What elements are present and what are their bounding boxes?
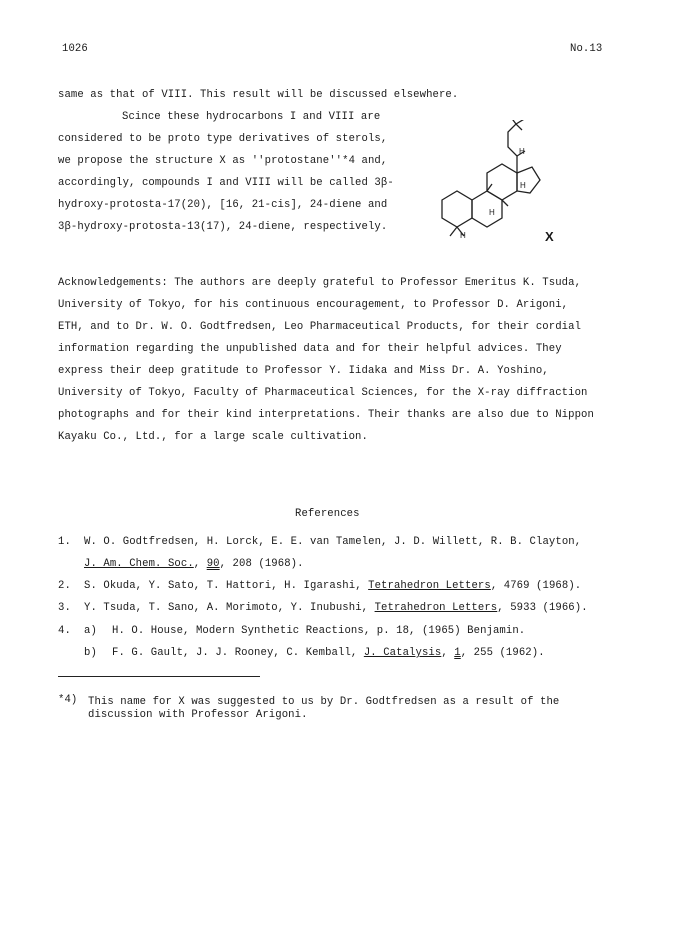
ring-b <box>472 191 502 227</box>
ref-3-citation: Y. Tsuda, T. Sano, A. Morimoto, Y. Inubushi, Tetrahedron Letters, 5933 (1966). <box>84 602 588 614</box>
h-label-2: H <box>520 181 526 190</box>
page-number: 1026 <box>62 43 88 55</box>
ack-line-5: express their deep gratitude to Professor Y. Iidaka and Miss Dr. A. Yoshino, <box>58 365 549 377</box>
footnote-mark: *4) <box>58 694 78 706</box>
ref-2-citation: S. Okuda, Y. Sato, T. Hattori, H. Igarashi, Tetrahedron Letters, 4769 (1968). <box>84 580 582 592</box>
h-label-3: H <box>489 208 495 217</box>
ack-line-7: photographs and for their kind interpretations. Their thanks are also due to Nippon <box>58 409 594 421</box>
journal-issue: No.13 <box>570 43 603 55</box>
ref-1-authors: W. O. Godtfredsen, H. Lorck, E. E. van Tamelen, J. D. Willett, R. B. Clayton, <box>84 536 582 548</box>
ref-2-number: 2. <box>58 580 71 592</box>
h-label-4: H <box>460 231 466 240</box>
ref-1-number: 1. <box>58 536 71 548</box>
ref-1-citation: J. Am. Chem. Soc., 90, 208 (1968). <box>84 558 304 570</box>
footnote-divider <box>58 676 260 677</box>
footnote-line-2: discussion with Professor Arigoni. <box>88 709 308 721</box>
ack-line-1: Acknowledgements: The authors are deeply grateful to Professor Emeritus K. Tsuda, <box>58 277 582 289</box>
ref-4a-citation: H. O. House, Modern Synthetic Reactions, p. 18, (1965) Benjamin. <box>112 625 526 637</box>
body-line-1: same as that of VIII. This result will be discussed elsewhere. <box>58 89 459 101</box>
ref-1-journal: J. Am. Chem. Soc. <box>84 558 194 570</box>
ref-2-journal: Tetrahedron Letters <box>368 580 491 592</box>
ref-4a-label: a) <box>84 625 97 637</box>
footnote-line-1: This name for X was suggested to us by Dr. Godtfredsen as a result of the <box>88 696 560 708</box>
references-heading: References <box>295 508 360 520</box>
ack-line-2: University of Tokyo, for his continuous encouragement, to Professor D. Arigoni, <box>58 299 569 311</box>
structure-label: X <box>545 229 554 244</box>
ref-4b-citation: F. G. Gault, J. J. Rooney, C. Kemball, J. Catalysis, 1, 255 (1962). <box>112 647 545 659</box>
ring-a <box>442 191 472 227</box>
body-line-6: hydroxy-protosta-17(20), [16, 21-cis], 24-diene and <box>58 199 388 211</box>
ref-4-number: 4. <box>58 625 71 637</box>
ack-line-4: information regarding the unpublished data and for their helpful advices. They <box>58 343 562 355</box>
h-label-1: H <box>519 147 525 156</box>
ack-line-6: University of Tokyo, Faculty of Pharmaceutical Sciences, for the X-ray diffraction <box>58 387 588 399</box>
body-line-7: 3β-hydroxy-protosta-13(17), 24-diene, respectively. <box>58 221 388 233</box>
body-line-3: considered to be proto type derivatives of sterols, <box>58 133 388 145</box>
ref-1-volume: 90 <box>206 558 220 570</box>
body-line-4: we propose the structure X as ''protostane''*4 and, <box>58 155 388 167</box>
body-line-5: accordingly, compounds I and VIII will be called 3β- <box>58 177 394 189</box>
ack-line-8: Kayaku Co., Ltd., for a large scale cultivation. <box>58 431 368 443</box>
ref-4b-volume: 1 <box>454 647 461 659</box>
ref-4b-label: b) <box>84 647 97 659</box>
ref-3-number: 3. <box>58 602 71 614</box>
body-line-2: Scince these hydrocarbons I and VIII are <box>122 111 381 123</box>
ref-4b-journal: J. Catalysis <box>363 647 442 659</box>
ring-c <box>487 164 517 200</box>
ack-line-3: ETH, and to Dr. W. O. Godtfredsen, Leo Pharmaceutical Products, for their cordial <box>58 321 582 333</box>
ref-3-journal: Tetrahedron Letters <box>374 602 498 614</box>
